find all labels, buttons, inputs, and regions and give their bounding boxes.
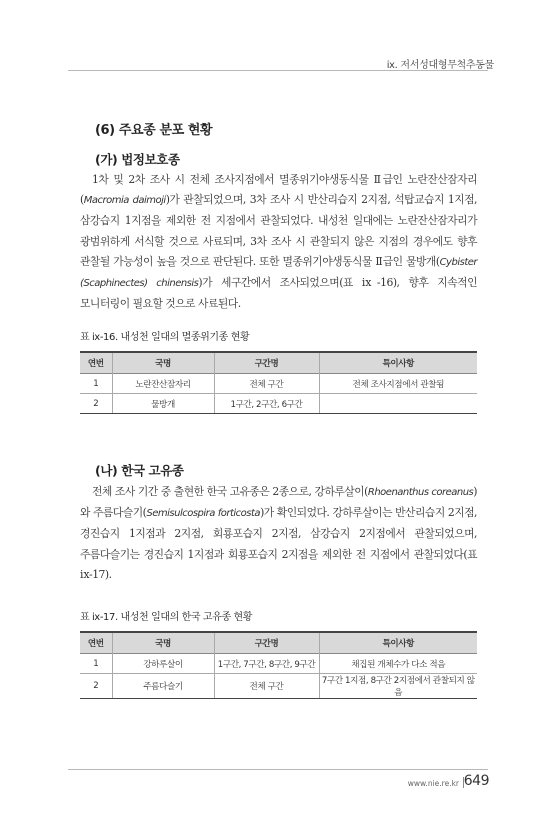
subsection-title-endemic: (나) 한국 고유종 <box>95 463 184 478</box>
table-cell: 1 <box>80 374 112 394</box>
table2-header-cell: 연번 <box>87 639 104 649</box>
section-title: (6) 주요종 분포 현황 <box>95 123 213 138</box>
table1-header-cell: 구간명 <box>214 352 319 374</box>
table1-header-cell: 연번 <box>87 359 104 369</box>
table2-caption: 표 ⅸ-17. 내성천 일대의 한국 고유종 현황 <box>80 612 253 623</box>
para2-sci-name-2: Semisulcospira forticosta <box>146 508 261 520</box>
table-endangered-species <box>80 351 477 414</box>
table-cell: 노란잔산잠자리 <box>112 374 214 394</box>
table-row <box>80 654 477 674</box>
table-cell: 2 <box>80 674 112 699</box>
table1-header-cell: 특이사항 <box>319 352 477 374</box>
table-cell: 2 <box>80 394 112 414</box>
table-row <box>80 674 477 699</box>
table-cell: 1구간, 7구간, 8구간, 9구간 <box>214 654 319 674</box>
table1-header-row <box>80 352 477 374</box>
table1-caption: 표 ⅸ-16. 내성천 일대의 멸종위기종 현황 <box>80 332 250 343</box>
para2-text-a: 전체 조사 기간 중 출현한 한국 고유종은 2종으로, 강하루살이( <box>92 485 368 498</box>
table-row <box>80 374 477 394</box>
table-cell: 주름다슬기 <box>112 674 214 699</box>
table2-header-row <box>80 632 477 654</box>
page-number: 649 <box>463 773 489 789</box>
table2-header-cell: 구간명 <box>214 632 319 654</box>
table1-header-cell: 국명 <box>112 352 214 374</box>
table-endemic-species <box>80 631 477 699</box>
header-rule <box>68 70 488 71</box>
table-cell: 전체 구간 <box>214 374 319 394</box>
table-row <box>80 394 477 414</box>
paragraph-protected-species <box>80 170 477 314</box>
table-cell <box>319 394 477 414</box>
table-cell: 1 <box>80 654 112 674</box>
table-cell: 전체 구간 <box>214 674 319 699</box>
table-cell: 물방개 <box>112 394 214 414</box>
table2-header-cell: 특이사항 <box>319 632 477 654</box>
paragraph-endemic-species <box>80 482 477 585</box>
para1-sci-name-1: Macromia daimoji <box>83 195 166 207</box>
para2-sci-name-1: Rhoenanthus coreanus <box>367 487 474 498</box>
table-cell: 전체 조사지점에서 관찰됨 <box>319 374 477 394</box>
para1-text-b: )가 관찰되었으며, 3차 조사 시 반산리습지 2지점, 석탑교습지 1지점, 삼강습지 1지점을 제외한 전 지점에서 관찰되었다. 내성천 일대에는 노란잔산잠자리가 광범위하게 서식할 것으로 사료되며, 3차 조사 시 관찰되지 않은 지점의 경우에도 향후 관찰될 가능성이 높을 것으로 판단된다. 또한 멸종위기야생동식물 Ⅱ급인 물방개( <box>80 193 477 268</box>
running-header: ⅸ. 저서성대형무척추동물 <box>386 60 494 71</box>
para1-text-c: )가 세구간에서 조사되었으며(표 ⅸ-16), 향후 지속적인 모니터링이 필요할 것으로 사료된다. <box>80 276 477 311</box>
para2-text-c: )가 확인되었다. 강하루살이는 반산리습지 2지점, 경진습지 1지점과 2지점, 회룡포습지 2지점, 삼강습지 2지점에서 관찰되었으며, 주름다슬기는 경진습지 1지점과 회룡포습지 2지점을 제외한 전 지점에서 관찰되었다(표 ⅸ-17). <box>80 506 477 581</box>
para1-text-a: 1차 및 2차 조사 시 전체 조사지점에서 멸종위기야생동식물 Ⅱ급인 노란잔산잠자리( <box>80 173 477 207</box>
footer-url: www.nie.re.kr <box>407 779 459 788</box>
footer-rule <box>68 769 488 770</box>
table-cell: 채집된 개체수가 다소 적음 <box>319 654 477 674</box>
table2-header-cell: 국명 <box>112 632 214 654</box>
para2-text-b: )와 주름다슬기( <box>80 485 477 520</box>
table-cell: 강하루살이 <box>112 654 214 674</box>
table-cell: 7구간 1지점, 8구간 2지점에서 관찰되지 않음 <box>319 674 477 699</box>
para1-sci-name-2: Cybister (Scaphinectes) chinensis <box>80 256 477 290</box>
subsection-title-protected: (가) 법정보호종 <box>95 152 180 167</box>
table-cell: 1구간, 2구간, 6구간 <box>214 394 319 414</box>
